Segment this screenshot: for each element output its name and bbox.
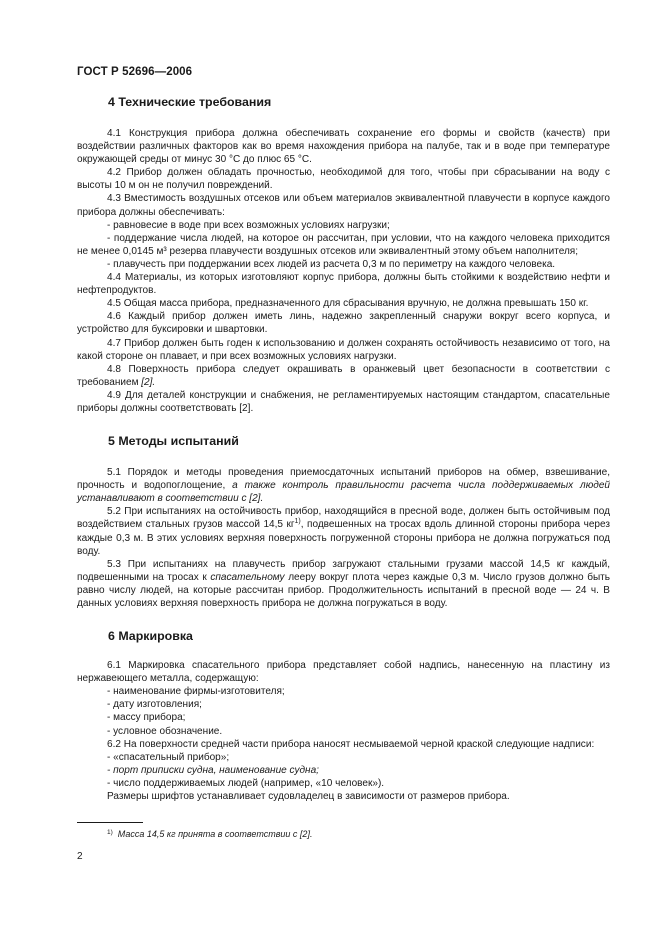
paragraph-5-2-text-a: 5.2 При испытаниях на остойчивость прибор, находящийся в пресной воде, должен быть остойчивым под воздействием стальных грузов массой 14,5 кг: [77, 506, 610, 531]
footnote-marker: 1): [107, 829, 113, 836]
paragraph-4-4: 4.4 Материалы, из которых изготовляют корпус прибора, должны быть стойкими к воздействию нефти и нефтепродуктов.: [77, 272, 610, 297]
bullet-4-3-2: - поддержание числа людей, на которое он рассчитан, при условии, что на каждого человека приходится не менее 0,0145 м³ резерва плавучести воздушных отсеков или эквивалентный этому объем наполнителя;: [77, 232, 610, 257]
paragraph-5-2: [77, 505, 610, 557]
bullet-6-2-3: - число поддерживаемых людей (например, «10 человек»).: [107, 777, 385, 789]
paragraph-4-8-text: 4.8 Поверхность прибора следует окрашивать в оранжевый цвет безопасности в соответствии с требованием: [77, 363, 610, 388]
paragraph-4-3: 4.3 Вместимость воздушных отсеков или объем материалов эквивалентной плавучести в корпусе каждого прибора должны обеспечивать:: [77, 193, 610, 218]
bullet-6-1-3: - массу прибора;: [107, 712, 186, 724]
paragraph-4-8: [77, 363, 610, 389]
document-body: [77, 94, 610, 803]
paragraph-5-3: [77, 558, 610, 610]
page-number: 2: [77, 851, 83, 862]
bullet-4-3-1: - равновесие в воде при всех возможных условиях нагрузки;: [107, 219, 390, 231]
paragraph-4-6: 4.6 Каждый прибор должен иметь линь, надежно закрепленный снаружи вокруг всего корпуса, и устройство для буксировки и швартовки.: [77, 311, 610, 336]
bullet-6-1-2: - дату изготовления;: [107, 699, 202, 711]
footnote-divider: [77, 822, 143, 823]
section-6-heading: 6 Маркировка: [108, 629, 193, 644]
paragraph-5-2-text-b: , подвешенных на тросах вдоль длинной стороны прибора через каждые 0,3 м. В этих условиях верхняя поверхность погруженной стороны прибора не должна погружаться под воду.: [77, 519, 610, 557]
footnote: [107, 828, 312, 840]
section-5-heading: 5 Методы испытаний: [108, 434, 239, 449]
paragraph-5-3-text-b: леерy вокруг плота через каждые 0,3 м. Число грузов должно быть равно числу людей, на которые рассчитан прибор. Продолжительность испытаний в пресной воде — 24 ч. В данных условиях верхняя поверхность прибора не должна погружаться в воду.: [77, 571, 611, 609]
paragraph-5-1-italic: а также контроль правильности расчета числа поддерживаемых людей устанавливают в соответствии с [2].: [77, 480, 611, 505]
paragraph-4-5: 4.5 Общая масса прибора, предназначенного для сбрасывания вручную, не должна превышать 150 кг.: [107, 298, 589, 310]
section-4-heading: 4 Технические требования: [108, 95, 272, 109]
paragraph-6-3: Размеры шрифтов устанавливает судовладелец в зависимости от размеров прибора.: [107, 791, 510, 803]
bullet-6-1-1: - наименование фирмы-изготовителя;: [107, 686, 285, 698]
bullet-6-2-2: - порт приписки судна, наименование судна;: [107, 764, 319, 776]
paragraph-6-1: 6.1 Маркировка спасательного прибора представляет собой надпись, нанесенную на пластину из нержавеющего металла, содержащую:: [77, 660, 610, 685]
paragraph-6-2: 6.2 На поверхности средней части прибора наносят несмываемой черной краской следующие надписи:: [107, 738, 595, 750]
bullet-6-1-4: - условное обозначение.: [107, 725, 223, 737]
paragraph-4-2: 4.2 Прибор должен обладать прочностью, необходимой для того, чтобы при сбрасывании на воду с высоты 10 м он не получил повреждений.: [77, 167, 610, 192]
paragraph-5-1: [77, 466, 610, 505]
bullet-6-2-1: - «спасательный прибор»;: [107, 751, 230, 763]
paragraph-4-7: 4.7 Прибор должен быть годен к использованию и должен сохранять остойчивость независимо от того, на какой стороне он плавает, и при всех возможных условиях нагрузки.: [77, 337, 610, 362]
paragraph-5-1-text: 5.1 Порядок и методы проведения приемосдаточных испытаний приборов на обмер, взвешивание, прочность и водопоглощение,: [77, 467, 610, 492]
paragraph-5-3-italic: спасательному: [210, 571, 285, 583]
paragraph-4-9: 4.9 Для деталей конструкции и снабжения, не регламентируемых настоящим стандартом, спасательные приборы должны соответствовать [2].: [77, 389, 610, 414]
document-header: ГОСТ Р 52696—2006: [77, 66, 193, 78]
footnote-text: Масса 14,5 кг принята в соответствии с [2].: [117, 829, 313, 839]
paragraph-5-3-text-a: 5.3 При испытаниях на плавучесть прибор загружают стальными грузами массой 14,5 кг каждый, подвешенными на тросах к: [77, 558, 610, 583]
reference-2: [2].: [141, 376, 156, 388]
paragraph-4-1: 4.1 Конструкция прибора должна обеспечивать сохранение его формы и свойств (качеств) при воздействии различных факторов как во время нахождения прибора на палубе, так и в воде при температуре окружающей среды от минус 30 °С до плюс 65 °С.: [77, 128, 610, 166]
bullet-4-3-3: - плавучесть при поддержании всех людей из расчета 0,3 м по периметру на каждого человека.: [107, 258, 556, 270]
footnote-marker-ref: 1): [294, 518, 301, 526]
